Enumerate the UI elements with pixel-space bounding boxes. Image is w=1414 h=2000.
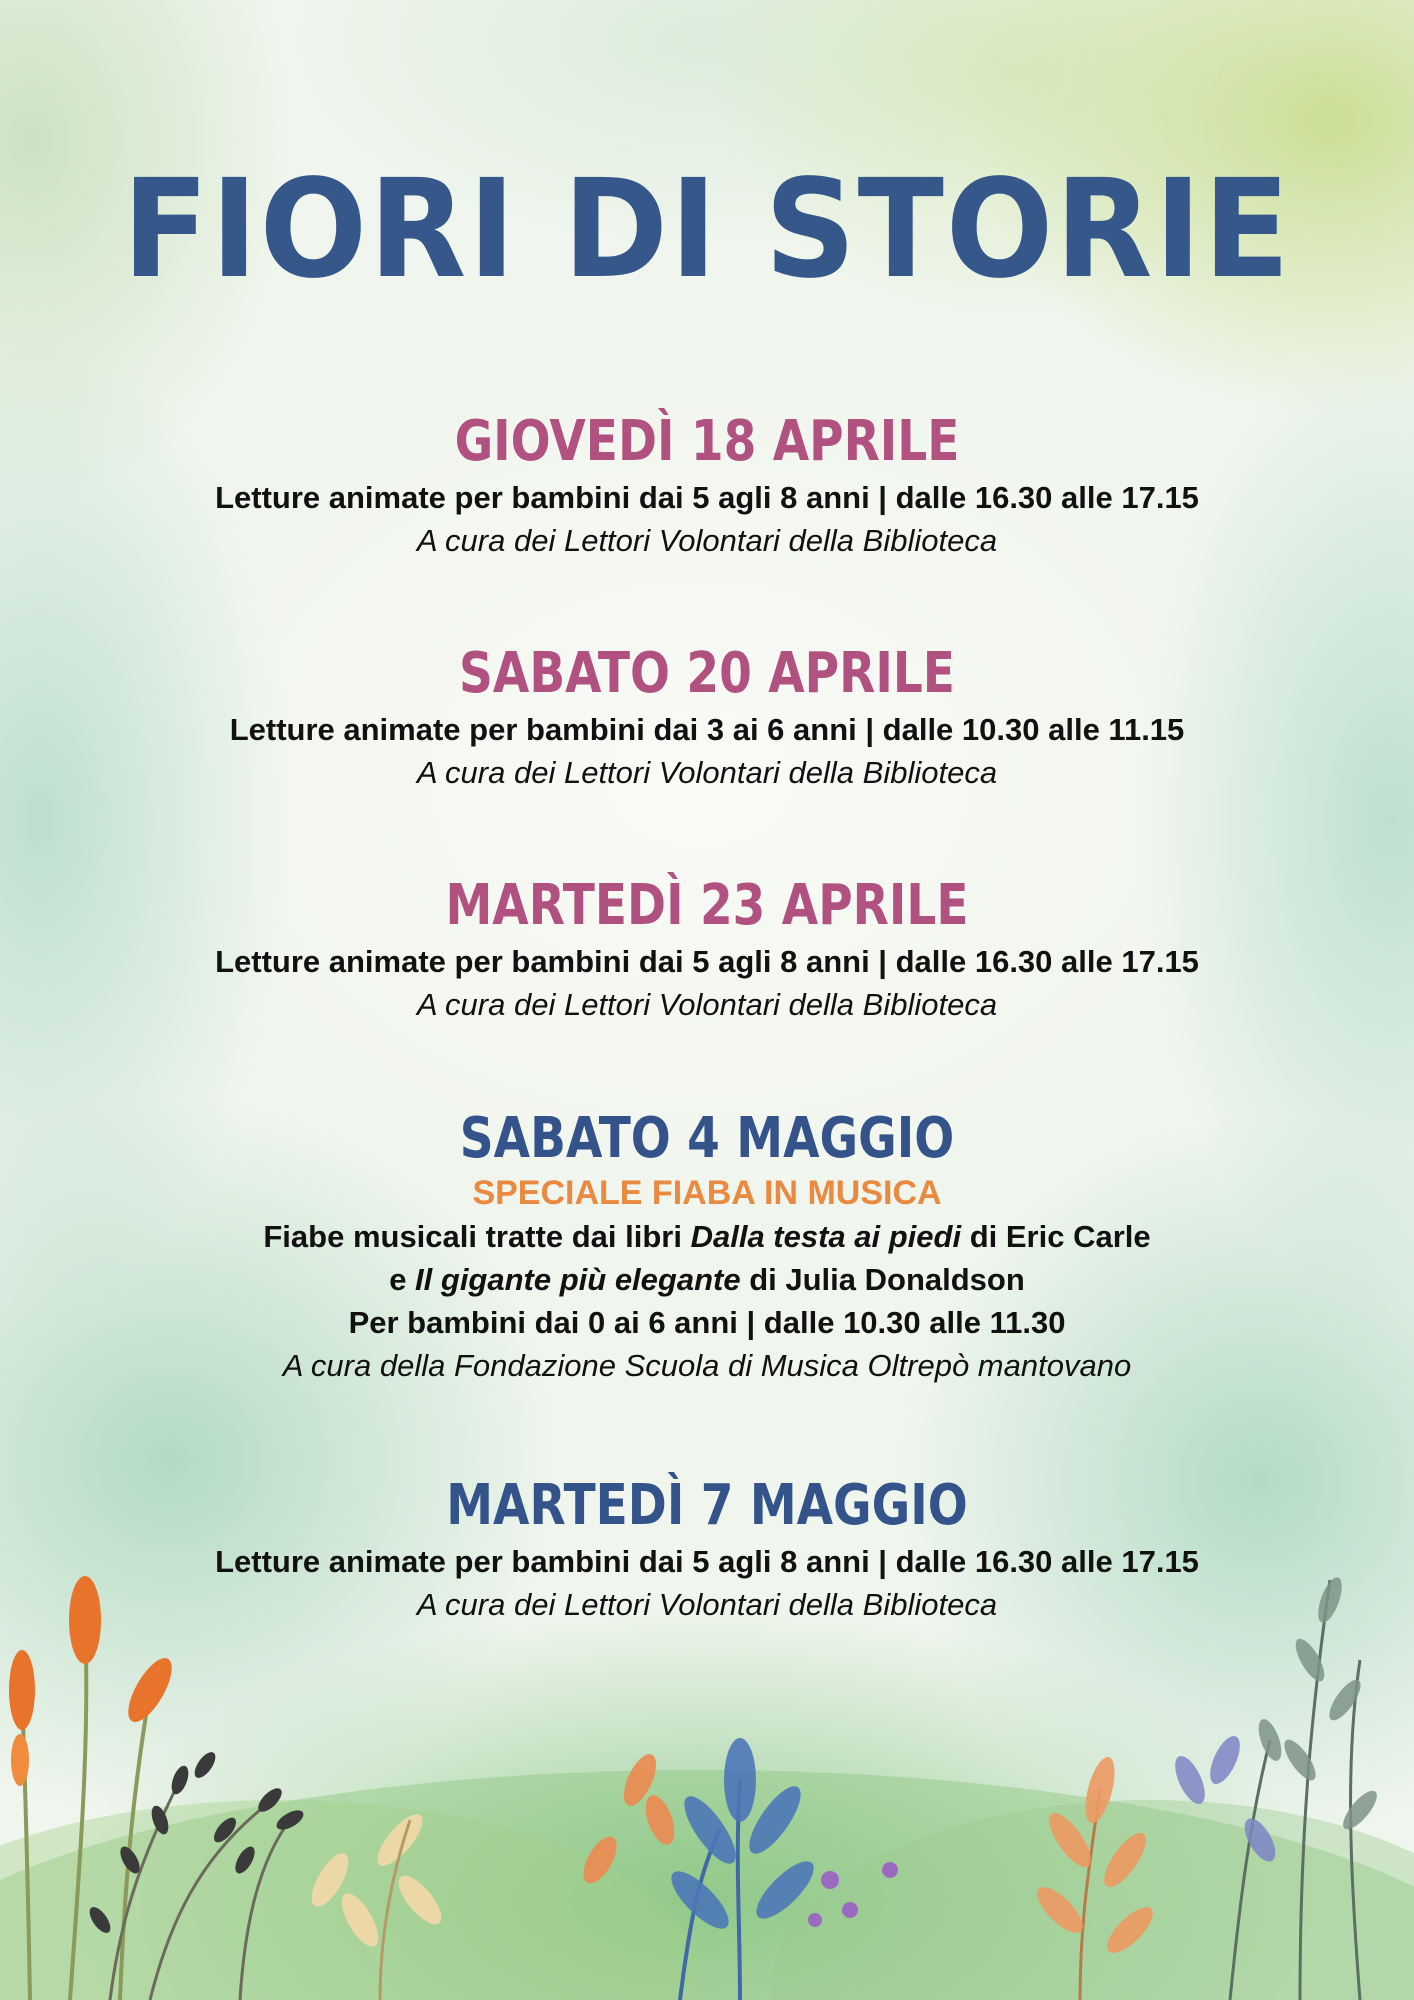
event-special-label: SPECIALE FIABA IN MUSICA (472, 1174, 942, 1212)
wildflowers-illustration (0, 1220, 1414, 2000)
text-segment: Fiabe musicali tratte dai libri (263, 1219, 691, 1254)
event-description: Letture animate per bambini dai 5 agli 8 anni | dalle 16.30 alle 17.15 (215, 480, 1199, 515)
event-description: Letture animate per bambini dai 5 agli 8 anni | dalle 16.30 alle 17.15 (215, 944, 1199, 979)
event-date: MARTEDÌ 23 APRILE (445, 873, 969, 938)
poster-title: FIORI DI STORIE (122, 151, 1292, 309)
event-description: Letture animate per bambini dai 3 ai 6 anni | dalle 10.30 alle 11.15 (229, 712, 1185, 747)
event-description-line-3: Per bambini dai 0 ai 6 anni | dalle 10.30 alle 11.30 (348, 1305, 1066, 1340)
event-date: GIOVEDÌ 18 APRILE (454, 409, 960, 474)
event-1 (0, 410, 1414, 562)
event-credit: A cura dei Lettori Volontari della Biblioteca (416, 987, 998, 1022)
event-credit: A cura della Fondazione Scuola di Musica Oltrepò mantovano (282, 1348, 1132, 1383)
event-date: SABATO 20 APRILE (459, 641, 955, 706)
book-title: Dalla testa ai piedi (690, 1219, 962, 1254)
event-description: Letture animate per bambini dai 5 agli 8 anni | dalle 16.30 alle 17.15 (215, 1544, 1199, 1579)
event-2 (0, 642, 1414, 794)
event-credit: A cura dei Lettori Volontari della Biblioteca (416, 1587, 998, 1622)
event-credit: A cura dei Lettori Volontari della Biblioteca (416, 523, 998, 558)
event-3 (0, 874, 1414, 1026)
text-segment: di Eric Carle (961, 1219, 1151, 1254)
text-segment: di Julia Donaldson (740, 1262, 1025, 1297)
text-segment: e (389, 1262, 416, 1297)
event-date: SABATO 4 MAGGIO (459, 1106, 955, 1171)
event-credit: A cura dei Lettori Volontari della Biblioteca (416, 755, 998, 790)
book-title: Il gigante più elegante (415, 1262, 741, 1297)
event-date: MARTEDÌ 7 MAGGIO (446, 1473, 968, 1538)
